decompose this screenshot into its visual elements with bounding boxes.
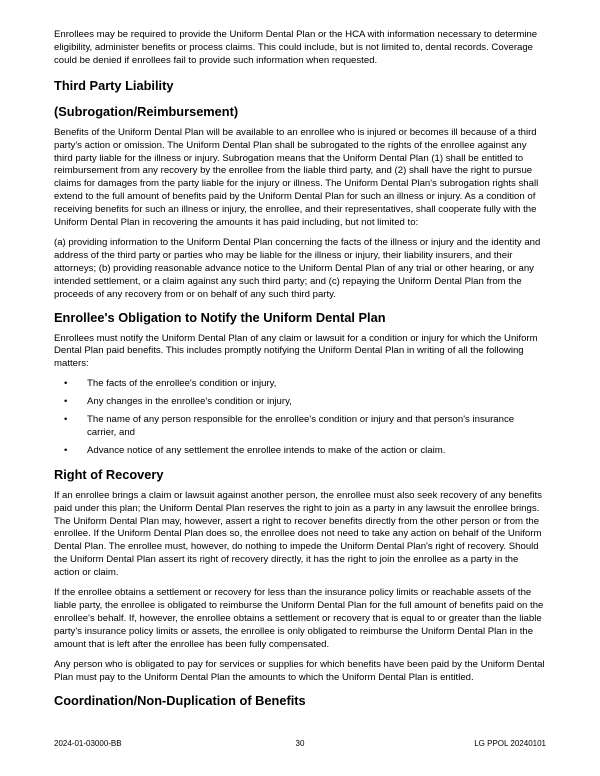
- document-page: [54, 29, 546, 716]
- heading-subrogation: (Subrogation/Reimbursement): [54, 103, 239, 119]
- footer-document-id: 2024-01-03000-BB: [54, 739, 122, 748]
- bullet-icon: •: [64, 414, 68, 426]
- heading-right-of-recovery: Right of Recovery: [54, 466, 164, 482]
- obligation-list: [54, 378, 546, 458]
- heading-third-party-liability: Third Party Liability: [54, 77, 174, 93]
- bullet-icon: •: [64, 396, 68, 408]
- subrogation-paragraph-2: (a) providing information to the Uniform Dental Plan concerning the facts of the illness or injury and the identity and address of the third party or parties who may be liable for the illness or injury, their liability insurers, and their attorneys; (b) providing reasonable advance notice to the Uniform Dental Plan of any trial or other hearing, or any intended settlement, or a claim against any such third party; and (c) repaying the Uniform Dental Plan from the proceeds of any recovery from or on behalf of any such third party.: [54, 236, 541, 300]
- obligation-paragraph: Enrollees must notify the Uniform Dental Plan of any claim or lawsuit for a condition or injury for which the Uniform Dental Plan paid benefits. This includes promptly notifying the Uniform Dental Plan in writing of all the following matters:: [54, 332, 538, 370]
- bullet-icon: •: [64, 378, 68, 390]
- list-item: • Advance notice of any settlement the enrollee intends to make of the action or claim.: [64, 444, 446, 456]
- heading-enrollee-obligation: Enrollee's Obligation to Notify the Uniform Dental Plan: [54, 309, 386, 325]
- subrogation-paragraph-1: Benefits of the Uniform Dental Plan will be available to an enrollee who is injured or becomes ill because of a third party's action or omission. The Uniform Dental Plan shall be subrogated to the rights of the enrollee against any third party liable for the illness or injury. Subrogation means that the Uniform Dental Plan (1) shall be entitled to reimbursement from any recovery by the enrollee from the liable third party, and (2) shall have the right to pursue claims for damages from the party liable for the injury or illness. The Uniform Dental Plan's subrogation rights shall extend to the full amount of benefits paid by the Uniform Dental Plan for such an illness or injury. As a condition of receiving benefits for such an illness or injury, the enrollee, and their representatives, shall cooperate fully with the Uniform Dental Plan in recovering the amounts it has paid including, but not limited to:: [54, 126, 539, 229]
- page-footer: [54, 738, 546, 750]
- recovery-paragraph-3: Any person who is obligated to pay for services or supplies for which benefits have been paid by the Uniform Dental Plan must pay to the Uniform Dental Plan the amounts to which the Uniform Dental Plan is entitled.: [54, 658, 545, 683]
- recovery-paragraph-1: If an enrollee brings a claim or lawsuit against another person, the enrollee must also seek recovery of any benefits paid under this plan; the Uniform Dental Plan reserves the right to join as a party in any lawsuit the enrollee brings. The Uniform Dental Plan may, however, assert a right to recover benefits directly from the other person or from the enrollee. If the Uniform Dental Plan does so, the enrollee does not need to take any action on behalf of the Uniform Dental Plan. The enrollee must, however, do nothing to impede the Uniform Dental Plan's right of recovery. Should the Uniform Dental Plan assert its right of recovery directly, it has the right to join the enrollee as a party in the action or claim.: [54, 489, 542, 579]
- list-item: • The facts of the enrollee's condition or injury,: [64, 378, 277, 390]
- intro-paragraph: Enrollees may be required to provide the Uniform Dental Plan or the HCA with information necessary to determine eligibility, administer benefits or process claims. This could include, but is not limited to, dental records. Coverage could be denied if enrollees fail to provide such information when requested.: [54, 29, 538, 66]
- recovery-paragraph-2: If the enrollee obtains a settlement or recovery for less than the insurance policy limits or reachable assets of the liable party, the enrollee is obligated to reimburse the Uniform Dental Plan for the full amount of benefits paid on the enrollee's behalf. If, however, the enrollee obtains a settlement or recovery that is equal to or greater than the liable party's insurance policy limits or assets, the enrollee is only obligated to reimburse the Uniform Dental Plan in the amount that is left after the enrollee has been fully compensated.: [54, 587, 544, 650]
- list-item: • Any changes in the enrollee's condition or injury,: [64, 396, 292, 408]
- bullet-icon: •: [64, 444, 68, 456]
- footer-page-number: 30: [295, 739, 305, 748]
- heading-coordination: Coordination/Non-Duplication of Benefits: [54, 693, 306, 709]
- list-item: • The name of any person responsible for the enrollee's condition or injury and that person's insurance carrier, and: [64, 414, 515, 438]
- footer-version: LG PPOL 20240101: [474, 739, 546, 748]
